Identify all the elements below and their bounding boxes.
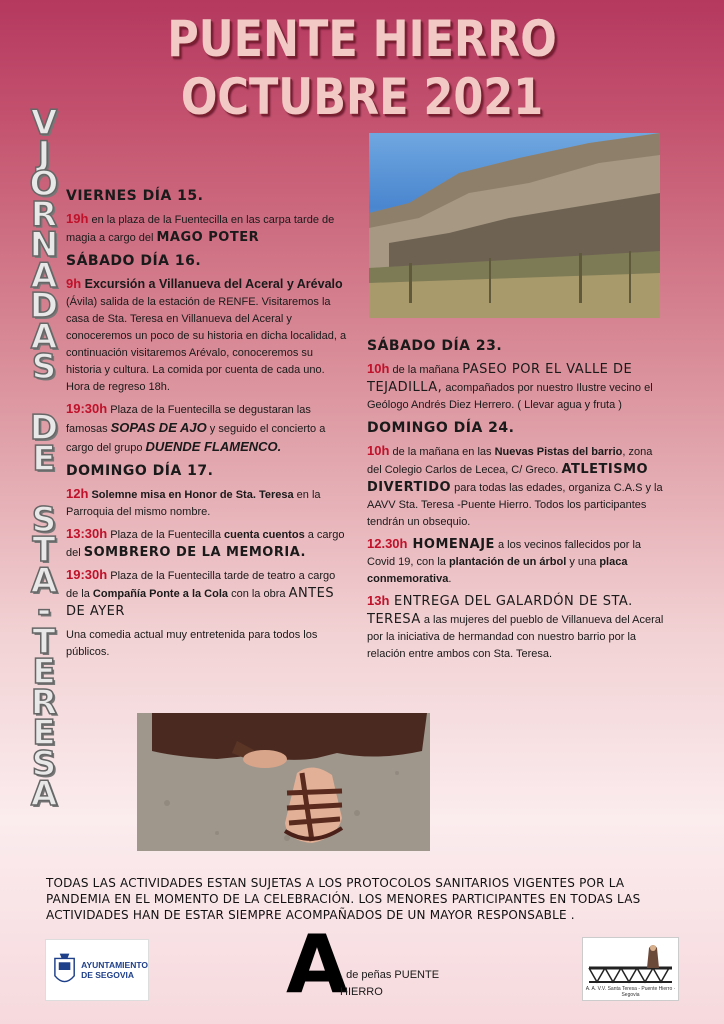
event-highlight: ATLETISMO DIVERTIDO: [367, 462, 649, 495]
event-time: 10h: [367, 361, 390, 376]
event-highlight: placa conmemorativa: [367, 556, 628, 585]
big-letter-a: A: [286, 918, 348, 1011]
event-time: 9h: [66, 276, 82, 291]
logo-line-2: DE SEGOVIA: [81, 970, 134, 980]
event-text: (Ávila) salida de la estación de RENFE. Visitaremos la casa de Sta. Teresa en Villanueva del Aceral y conoceremos un poco de su historia en dicha localidad, a continuación visitaremos Arévalo, conoceremos su historia y cultura. La comida por cuenta de cada uno. Hora de regreso 18h.: [66, 296, 347, 393]
event-time: 12.30h: [367, 536, 408, 551]
vertical-letter: D: [29, 408, 59, 448]
event-note: Una comedia actual muy entretenida para todos los públicos.: [66, 629, 318, 658]
event-text: a las mujeres del pueblo de Villanueva del Aceral por la iniciativa de hermandad con nuestro barrio por la relación entre ambos con Sta. Teresa.: [367, 614, 664, 660]
event-text: Plaza de la Fuentecilla: [107, 529, 224, 541]
event-text: Plaza de la Fuentecilla tarde de teatro a cargo de la: [66, 570, 336, 600]
event-text: Plaza de la Fuentecilla se degustaran las famosas: [66, 404, 311, 435]
poster-title: PUENTE HIERRO OCTUBRE 2021: [167, 10, 557, 126]
day-sabado-23: SÁBADO DÍA 23.: [367, 338, 503, 354]
event-paseo: [367, 360, 667, 414]
vertical-letter: R: [30, 194, 58, 235]
event-time: 12h: [66, 486, 89, 501]
penas-text: . de peñas PUENTE HIERRO: [340, 969, 440, 998]
event-highlight: MAGO POTER: [156, 230, 260, 245]
footer-notice: TODAS LAS ACTIVIDADES ESTAN SUJETAS A LOS PROTOCOLOS SANITARIOS VIGENTES POR LA PANDEMIA EN EL MOMENTO DE LA CELEBRACIÓN. LOS MENORES PARTICIPANTES EN TODAS LAS ACTIVIDADES HAN DE ESTAR SIEMPRE ACOMPAÑADOS DE UN MAYOR RESPONSABLE .: [46, 876, 641, 922]
vertical-letter: A: [30, 774, 58, 814]
event-highlight: Compañía Ponte a la Cola: [92, 588, 229, 600]
coat-of-arms-icon: [52, 950, 77, 990]
vertical-letter: S: [31, 347, 57, 387]
logo-line-1: AYUNTAMIENTO: [81, 960, 148, 970]
event-text: y seguido el concierto a cargo del grupo: [66, 423, 326, 454]
vertical-letter: R: [30, 682, 58, 723]
day-domingo-24: DOMINGO DÍA 24.: [367, 420, 515, 436]
event-highlight: plantación de un árbol: [448, 556, 567, 568]
vertical-letter: D: [29, 286, 59, 326]
event-highlight: DUENDE FLAMENCO.: [145, 439, 282, 454]
event-excursion: [66, 275, 348, 396]
event-cuentos: [66, 525, 348, 562]
event-magic: [66, 210, 348, 247]
vertical-letter: T: [32, 530, 56, 570]
event-text: con la obra: [228, 588, 289, 600]
event-text: para todas las edades, organiza C.A.S y la AAVV Sta. Teresa -Puente Hierro. Todos los participantes tendrán un obsequio.: [367, 482, 663, 528]
vertical-letter: J: [37, 133, 51, 174]
vertical-letter: E: [32, 652, 56, 692]
event-text: acompañados por nuestro Ilustre vecino el Geólogo Andrés Diez Herrero. ( Llevar agua y fruta ): [367, 382, 653, 411]
vertical-letter: A: [30, 316, 58, 357]
vertical-letter: S: [31, 499, 57, 540]
vertical-letter: A: [30, 255, 58, 296]
event-text: a cargo del: [66, 529, 345, 559]
vertical-letter: V: [30, 103, 58, 143]
sandals-feet-photo: [137, 713, 430, 851]
event-time: 13:30h: [66, 526, 108, 541]
event-highlight: ENTREGA DEL GALARDÓN DE STA. TERESA: [367, 594, 633, 627]
vertical-letter: E: [32, 713, 56, 753]
vertical-letter: N: [29, 225, 59, 265]
vertical-letter: E: [32, 438, 56, 479]
event-homenaje: [367, 535, 667, 588]
event-highlight: SOPAS DE AJO: [110, 420, 207, 435]
event-sopas: [66, 400, 348, 457]
event-text: de la mañana en las: [389, 446, 495, 458]
rock-cliff-photo: [369, 133, 660, 318]
event-text: a los vecinos fallecidos por la Covid 19, con la: [367, 539, 642, 568]
vertical-letter: T: [32, 621, 56, 662]
right-column: [367, 334, 667, 667]
event-misa: [66, 485, 348, 521]
vertical-letter: A: [30, 560, 58, 601]
event-galardon: [367, 592, 667, 663]
day-viernes: VIERNES DÍA 15.: [66, 188, 204, 204]
vertical-letter: S: [31, 743, 57, 784]
event-time: 10h: [367, 443, 390, 458]
vertical-letter: -: [36, 591, 52, 631]
logo-right-caption: A. A. V.V. Santa Teresa - Puente Hierro · Segovia: [585, 986, 676, 998]
event-atletismo: [367, 442, 667, 531]
event-text: y una: [566, 556, 600, 568]
event-highlight: SOMBRERO DE LA MEMORIA.: [83, 545, 306, 560]
event-highlight: HOMENAJE: [407, 537, 495, 552]
day-sabado: SÁBADO DÍA 16.: [66, 253, 202, 269]
event-highlight: PASEO POR EL VALLE DE TEJADILLA,: [367, 362, 633, 395]
event-text: , zona del Colegio Carlos de Lecea, C/ Greco.: [367, 446, 653, 476]
event-teatro: [66, 566, 348, 621]
event-time: 13h: [367, 593, 390, 608]
event-time: 19:30h: [66, 567, 108, 582]
ayuntamiento-segovia-logo: [45, 939, 149, 1001]
left-column: [66, 184, 348, 665]
event-text: en la Parroquia del mismo nombre.: [66, 489, 321, 518]
event-text: .: [448, 573, 452, 585]
event-highlight: Nuevas Pistas del barrio: [494, 446, 623, 458]
day-domingo: DOMINGO DÍA 17.: [66, 463, 214, 479]
event-time: 19:30h: [66, 401, 108, 416]
event-text: de la mañana: [389, 364, 463, 376]
aavv-santa-teresa-logo: [582, 937, 679, 1001]
vertical-letter: O: [29, 164, 59, 204]
event-highlight: cuenta cuentos: [224, 529, 305, 541]
event-highlight: Solemne misa en Honor de Sta. Teresa: [88, 489, 294, 501]
event-text: en la plaza de la Fuentecilla en las carpa tarde de magia a cargo del: [66, 214, 335, 244]
event-time: 19h: [66, 211, 89, 226]
event-title: Excursión a Villanueva del Aceral y Arévalo: [81, 277, 343, 291]
event-highlight: ANTES DE AYER: [66, 586, 335, 619]
